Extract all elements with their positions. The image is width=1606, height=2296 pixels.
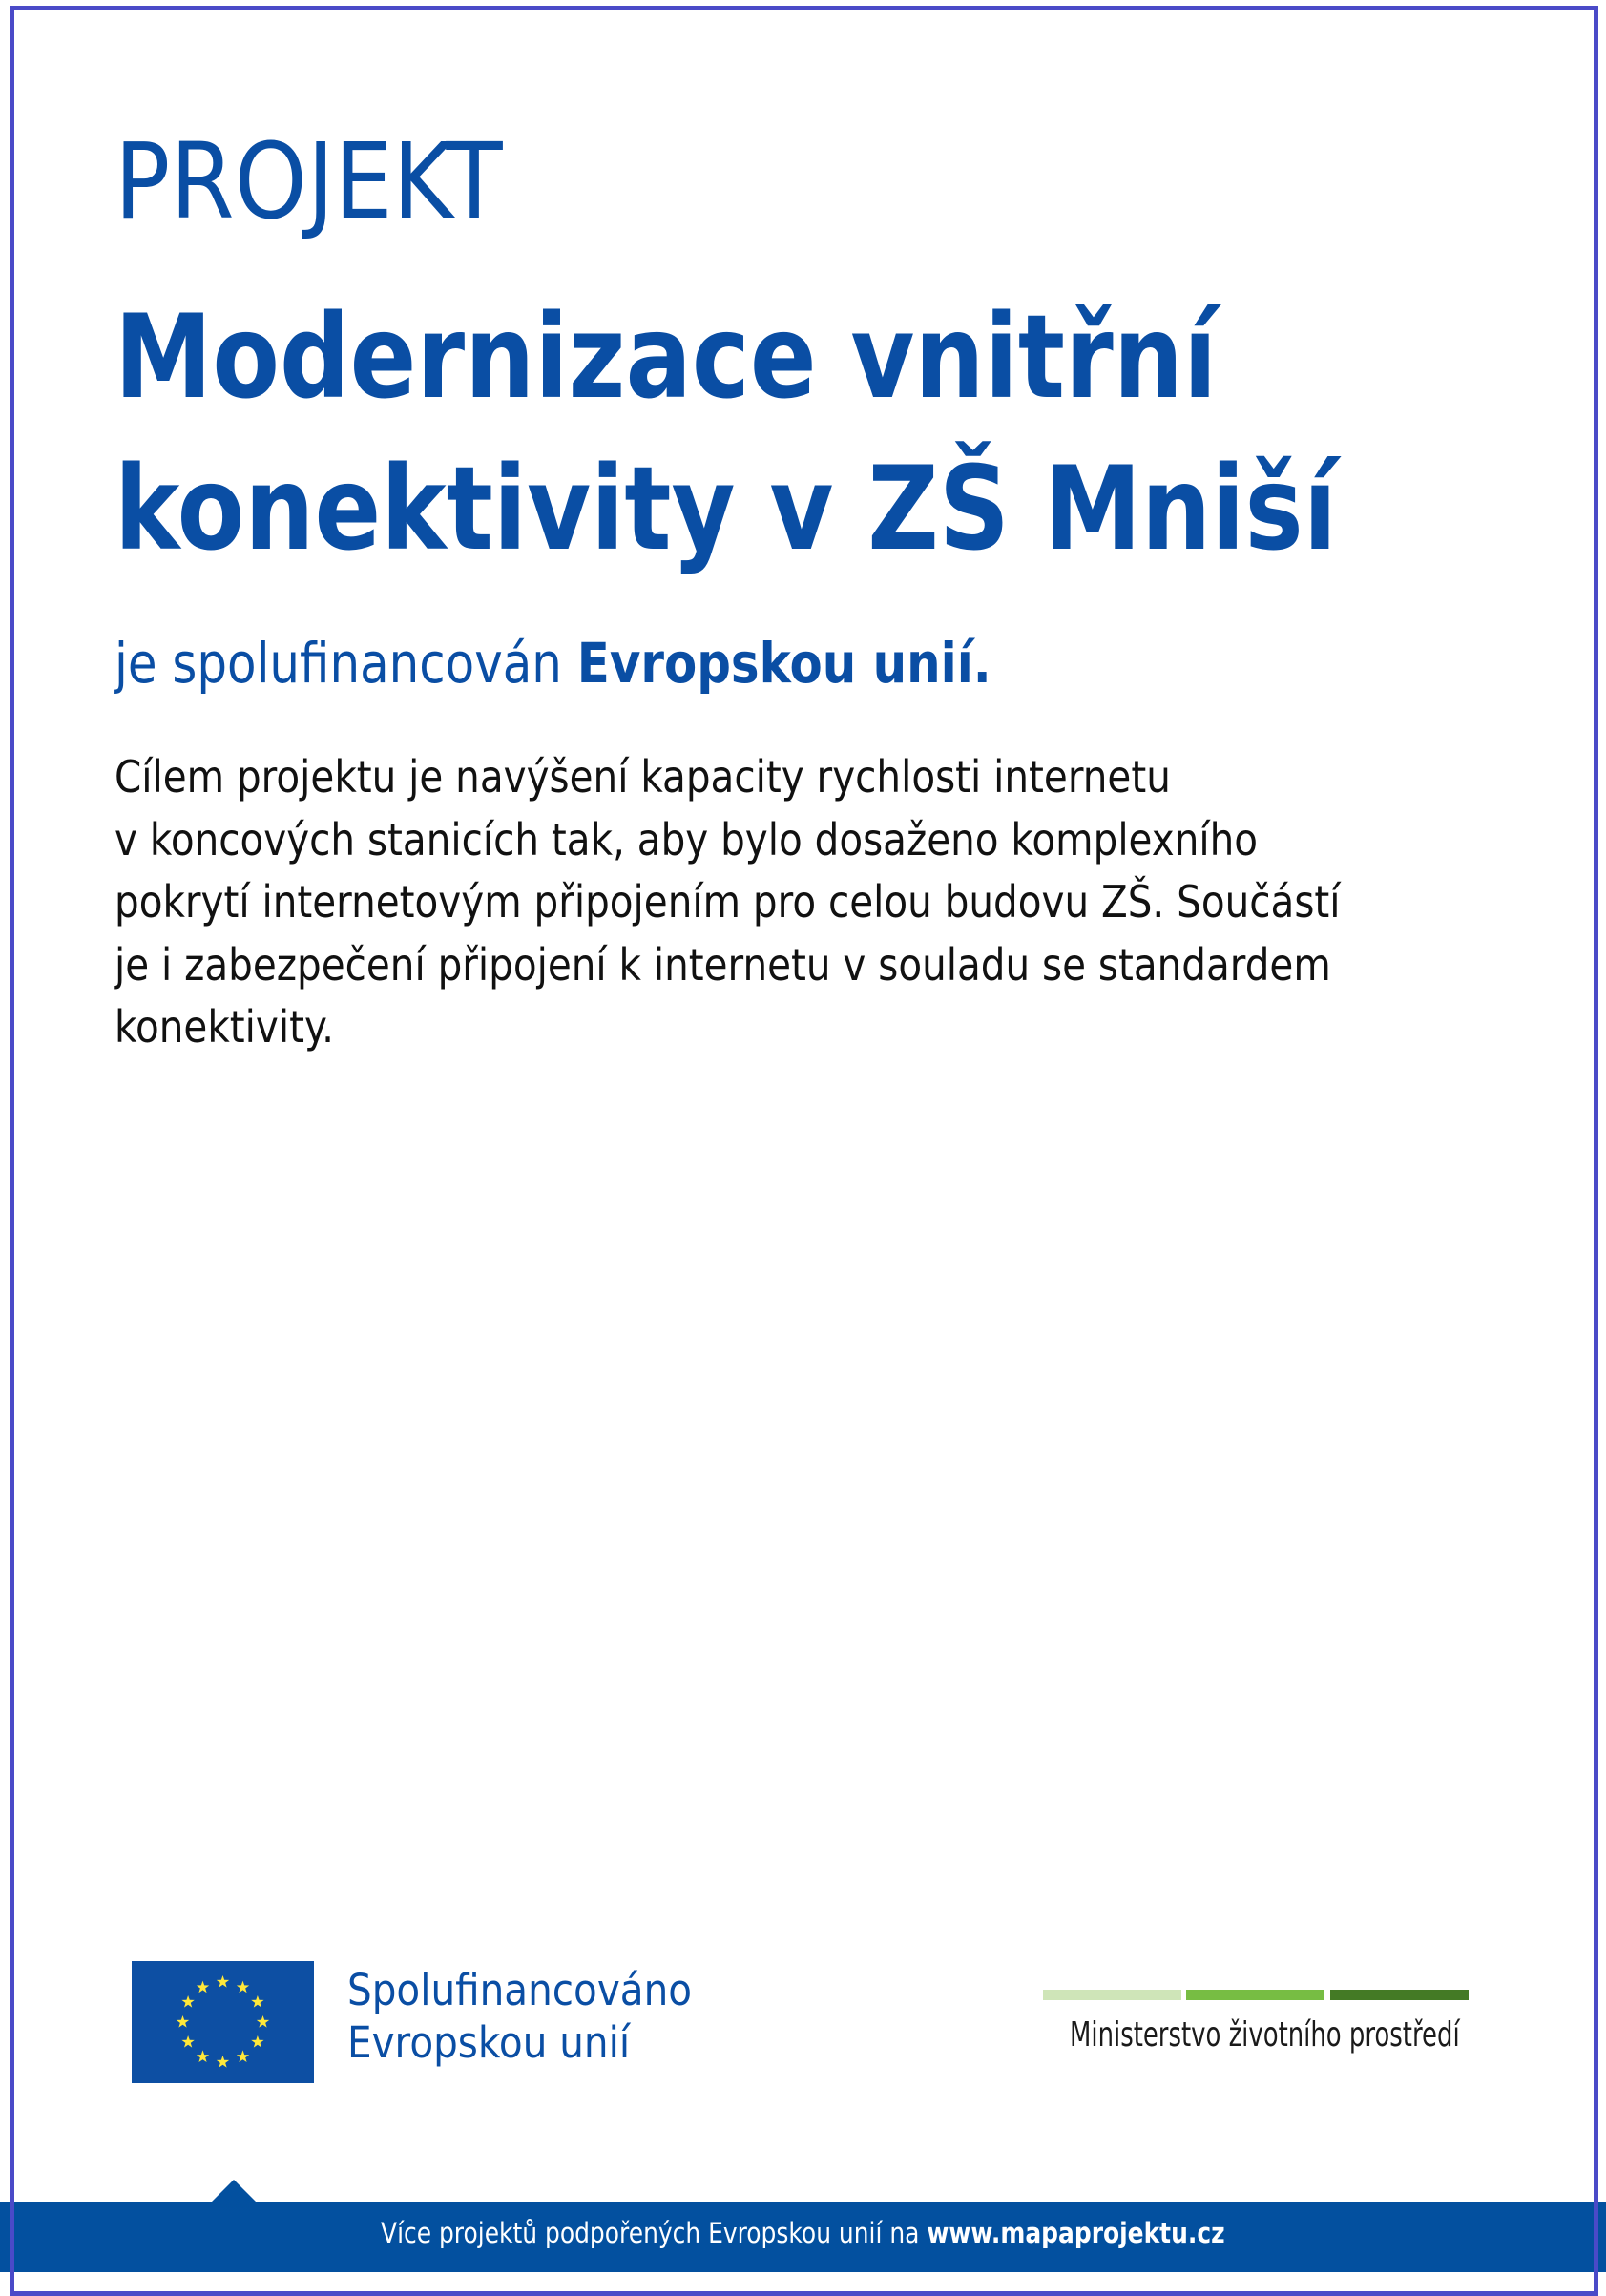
cofinancing-emphasis: Evropskou unií.	[576, 631, 991, 696]
eu-label-line-2: Evropskou unií	[347, 2017, 631, 2068]
description-line: pokrytí internetovým připojením pro celou budovu ZŠ. Součástí	[115, 876, 1341, 928]
ministry-bar-dark	[1330, 1990, 1469, 2000]
footer-link[interactable]: www.mapaprojektu.cz	[927, 2217, 1225, 2249]
description-line: je i zabezpečení připojení k internetu v souladu se standardem	[115, 938, 1331, 991]
description-line: v koncových stanicích tak, aby bylo dosaženo komplexního	[115, 813, 1259, 866]
project-title-line-2: konektivity v ZŠ Mniší	[115, 442, 1338, 576]
project-description	[115, 746, 1341, 1059]
ministry-logo-bars	[1043, 1990, 1469, 2000]
footer-label: Více projektů podpořených Evropskou unií na	[381, 2217, 928, 2249]
ministry-bar-light	[1043, 1990, 1181, 2000]
eu-cofinanced-label	[347, 1964, 692, 2069]
cofinancing-prefix: je spolufinancován	[115, 631, 577, 696]
footer-text	[0, 2214, 1606, 2252]
eu-label-line-1: Spolufinancováno	[347, 1965, 693, 2015]
footer-notch	[210, 2180, 258, 2203]
eu-flag-icon	[132, 1961, 314, 2083]
ministry-bar-medium	[1186, 1990, 1324, 2000]
description-line: Cílem projektu je navýšení kapacity rychlosti internetu	[115, 751, 1171, 803]
description-line: konektivity.	[115, 1001, 335, 1053]
ministry-name: Ministerstvo životního prostředí	[1070, 2015, 1460, 2055]
poster-kicker: PROJEKT	[115, 120, 503, 242]
cofinancing-statement	[115, 630, 991, 697]
project-title-line-1: Modernizace vnitřní	[115, 290, 1218, 425]
